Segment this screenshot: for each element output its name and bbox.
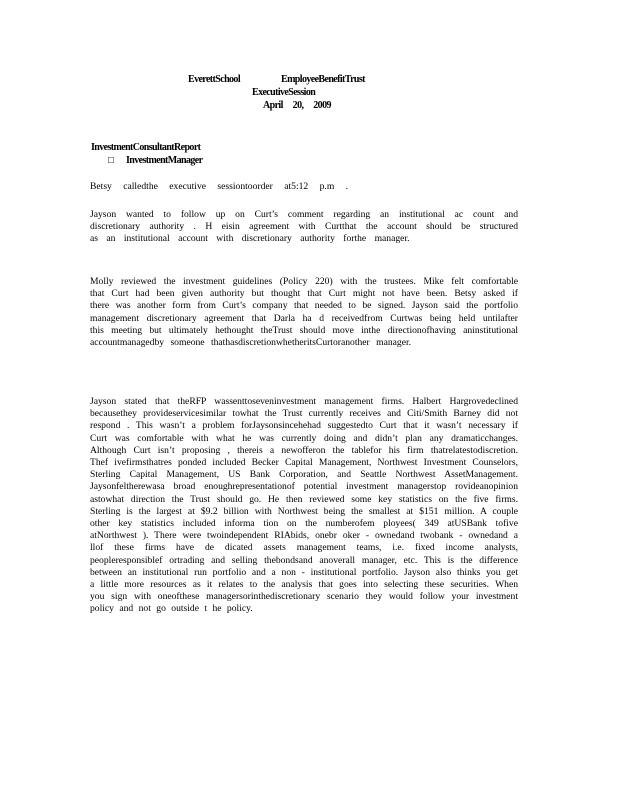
header-school-name: EverettSchool: [188, 74, 241, 85]
paragraph-institutional-account: Jayson wanted to follow up on Curt’s comment regarding an institutional ac count and discretionary authority . H eisin agreement with Curtthat the account should be structured as an institutional account with discretionary authority forthe manager.: [90, 209, 518, 245]
bullet-item: [108, 155, 202, 166]
header-trust-name: EmployeeBenefitTrust: [281, 74, 365, 85]
paragraph-rfp-review: Jayson stated that theRFP wassenttoseveninvestment management firms. Halbert Hargrovedeclined becausethey provideservicesimilar towhat the Trust currently receives and Citi/Smith Barney did not respond . This wasn’t a problem forJaysonsincehehad suggestedto Curt that it wasn’t necessary if Curt was comfortable with what he was currently doing and didn’t plan any dramaticchanges. Although Curt isn’t proposing , thereis a newofferon the tablefor his firm thatrelatestodiscretion. Thef ivefirmsthatres ponded included Becker Capital Management, Northwest Investment Counselors, Sterling Capital Management, US Bank Corporation, and Seattle Northwest AssetManagement. Jaysonfeltherewasa broad enoughrepresentationof potential investment managerstop rovideanopinion astowhat direction the Trust should go. He then reviewed some key statistics on the five firms. Sterling is the largest at $9.2 billion with Northwest being the smallest at $151 million. A couple other key statistics included informa tion on the numberofem ployees( 349 atUSBank tofive atNorthwest ). There were twoindependent RIAbids, onebr oker - ownedand twobank - ownedand a llof these firms have de dicated assets management teams, i.e. fixed income analysts, peopleresponsiblef ortrading and selling thebondsand anoverall manager, etc. This is the difference between an institutional run portfolio and a non - institutional portfolio. Jayson also thinks you get a little more resources as it relates to the analysis that goes into selecting these securities. When you sign with oneofthese managersorinthediscretionary scenario they would follow your investment policy and not go outside t he policy.: [90, 396, 518, 615]
bullet-item-label: InvestmentManager: [126, 155, 203, 166]
header-date: April 20, 2009: [263, 100, 331, 111]
bullet-box-icon: □: [108, 155, 114, 166]
paragraph-investment-guidelines: Molly reviewed the investment guidelines (Policy 220) with the trustees. Mike felt comfortable that Curt had been given authority but thought that Curt might not have been. Betsy asked if there was another form from Curt’s company that needed to be signed. Jayson said the portfolio management discretionary agreement that Darla ha d receivedfrom Curtwas being held untilafter this meeting but ultimately hethought theTrust should move inthe directionofhaving aninstitutional accountmanagedby someone thathasdiscretionwhetheritsCurtoranother manager.: [90, 276, 518, 349]
section-title: InvestmentConsultantReport: [91, 142, 201, 153]
header-session-title: ExecutiveSession: [252, 87, 316, 98]
paragraph-call-to-order: Betsy calledthe executive sessiontoorder at5:12 p.m .: [90, 181, 349, 192]
